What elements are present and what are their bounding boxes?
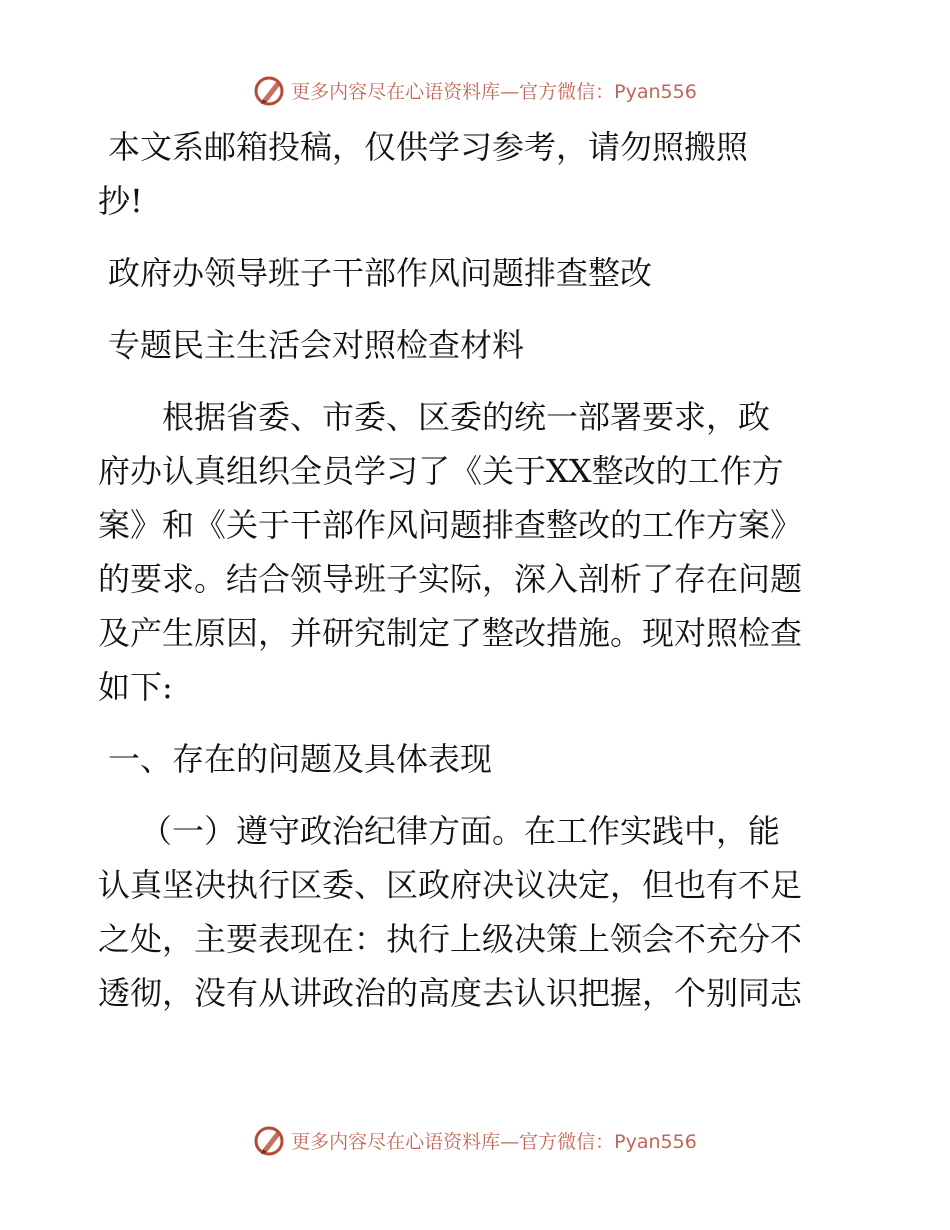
intro-line-5: 及产生原因，并研究制定了整改措施。现对照检查: [98, 614, 803, 652]
section-para-line-2: 认真坚决执行区委、区政府决议决定，但也有不足: [98, 866, 803, 904]
intro-line-6: 如下:: [98, 668, 173, 706]
pen-logo-icon: [253, 1123, 287, 1157]
intro-line-2: 府办认真组织全员学习了《关于XX整改的工作方: [98, 452, 784, 490]
section-para-line-3: 之处，主要表现在：执行上级决策上领会不充分不: [98, 920, 803, 958]
notice-line-2: 抄!: [98, 182, 143, 220]
header-banner: [0, 68, 950, 112]
notice-line-1: 本文系邮箱投稿，仅供学习参考，请勿照搬照: [108, 128, 749, 166]
pen-logo-icon: [253, 73, 287, 107]
intro-line-1: 根据省委、市委、区委的统一部署要求，政: [98, 398, 771, 436]
intro-line-4: 的要求。结合领导班子实际，深入剖析了存在问题: [98, 560, 803, 598]
document-body: [98, 120, 853, 1020]
banner-wechat-id: Pyan556: [614, 1130, 697, 1153]
section-para-line-4: 透彻，没有从讲政治的高度去认识把握，个别同志: [98, 974, 803, 1012]
section-para-line-1: （一）遵守政治纪律方面。在工作实践中，能: [140, 812, 781, 850]
banner-slogan: 更多内容尽在心语资料库—官方微信：: [291, 80, 615, 103]
document-title-line-1: 政府办领导班子干部作风问题排查整改: [108, 254, 653, 292]
banner-text: [291, 1127, 697, 1154]
banner-text: [291, 77, 697, 104]
footer-banner: [0, 1118, 950, 1162]
intro-line-3: 案》和《关于干部作风问题排查整改的工作方案》: [98, 506, 803, 544]
document-title-line-2: 专题民主生活会对照检查材料: [108, 326, 525, 364]
section-heading: 一、存在的问题及具体表现: [108, 740, 493, 778]
banner-wechat-id: Pyan556: [614, 80, 697, 103]
banner-slogan: 更多内容尽在心语资料库—官方微信：: [291, 1130, 615, 1153]
